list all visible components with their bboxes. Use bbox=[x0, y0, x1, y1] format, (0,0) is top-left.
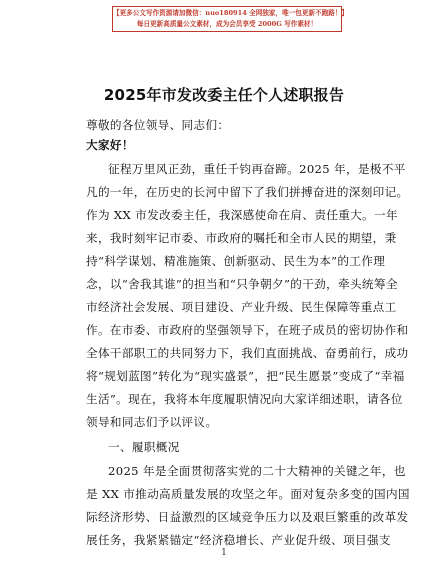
body-line: 全体干部职工的共同努力下，我们直面挑战、奋勇前行，成功 bbox=[86, 346, 409, 360]
body-line: 持“科学谋划、精准施策、创新驱动、民生为本”的工作理 bbox=[86, 254, 386, 268]
body-line: 2025 年是全面贯彻落实党的二十大精神的关键之年，也 bbox=[108, 464, 406, 478]
body-line: 将“规划蓝图”转化为“现实盛景”，把“民生愿景”变成了“幸福 bbox=[86, 369, 405, 383]
banner-line-2: 每日更新高质量公文素材，成为会员享受 2000G 写作素材！ bbox=[136, 20, 318, 28]
body-line: 生活”。现在，我将本年度履职情况向大家详细述职，请各位 bbox=[86, 392, 403, 406]
promo-banner bbox=[112, 6, 349, 32]
body-line: 凡的一年，在历史的长河中留下了我们拼搏奋进的深刻印记。 bbox=[86, 185, 409, 199]
salutation: 尊敬的各位领导、同志们： bbox=[86, 118, 230, 132]
body-line: 作。在市委、市政府的坚强领导下，在班子成员的密切协作和 bbox=[86, 323, 409, 337]
body-line: 是 XX 市推动高质量发展的攻坚之年。面对复杂多变的国内国 bbox=[86, 487, 410, 501]
body-line: 念，以“舍我其谁”的担当和“只争朝夕”的干劲，牵头统筹全 bbox=[86, 277, 398, 291]
body-line: 展任务，我紧紧锚定“经济稳增长、产业促升级、项目强支 bbox=[86, 533, 391, 547]
page-number: 1 bbox=[221, 548, 227, 558]
body-line: 征程万里风正劲，重任千钧再奋蹄。2025 年，是极不平 bbox=[108, 162, 406, 176]
body-line: 来，我时刻牢记市委、市政府的嘱托和全市人民的期望，秉 bbox=[86, 231, 397, 245]
body-line: 际经济形势、日益激烈的区域竞争压力以及艰巨繁重的改革发 bbox=[86, 510, 409, 524]
body-line: 市经济社会发展、项目建设、产业升级、民生保障等重点工 bbox=[86, 300, 397, 314]
document-title: 2025年市发改委主任个人述职报告 bbox=[103, 86, 345, 104]
section-heading: 一、履职概况 bbox=[108, 440, 180, 454]
banner-line-1: 【更多公文写作资源请加微信：nuo180914 全网独家，唯一包更新不跑路！】 bbox=[113, 9, 349, 17]
body-line: 领导和同志们予以评议。 bbox=[86, 415, 218, 429]
body-line: 作为 XX 市发改委主任，我深感使命在肩、责任重大。一年 bbox=[86, 208, 398, 222]
greeting: 大家好！ bbox=[86, 138, 134, 152]
